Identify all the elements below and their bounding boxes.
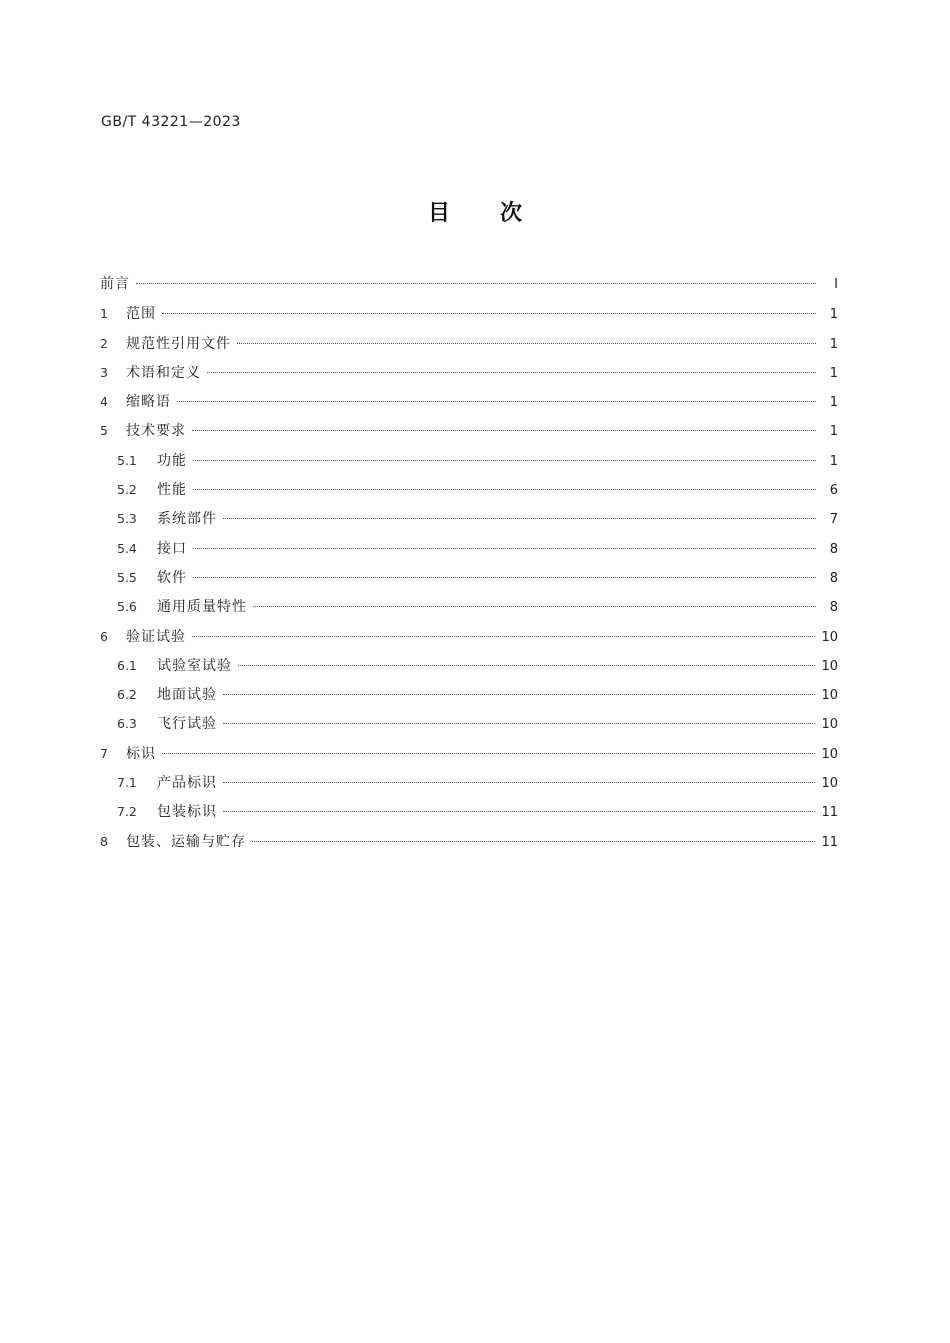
dot-leader [253, 606, 816, 607]
toc-entry-number: 7 [100, 745, 108, 761]
toc-entry-page: 6 [829, 483, 838, 499]
dot-leader [223, 811, 815, 812]
toc-entry[interactable] [100, 563, 838, 592]
dot-leader [193, 577, 816, 578]
toc-entry-title: 功能 [157, 452, 187, 469]
dot-leader [162, 313, 816, 314]
toc-entry-number: 1 [100, 306, 108, 322]
toc-entry[interactable] [100, 651, 838, 680]
dot-leader [223, 723, 815, 724]
toc-entry-title: 系统部件 [157, 511, 217, 528]
toc-entry-page: 1 [829, 424, 838, 440]
toc-entry[interactable] [100, 768, 838, 797]
page-title: 目次 [427, 201, 572, 226]
toc-entry-page: 1 [829, 395, 838, 411]
toc-entry-page: 10 [821, 776, 838, 792]
toc-entry-page: 10 [821, 658, 838, 674]
toc-entry-number: 6.1 [117, 657, 137, 673]
toc-entry-page: 8 [829, 600, 838, 616]
toc-entry-number: 6 [100, 628, 108, 644]
toc-entry[interactable] [100, 387, 838, 416]
dot-leader [223, 694, 815, 695]
toc-entry-number: 5.4 [117, 540, 137, 556]
toc-entry[interactable] [100, 299, 838, 328]
toc-entry[interactable] [100, 592, 838, 621]
toc-entry[interactable] [100, 416, 838, 445]
toc-entry[interactable] [100, 827, 838, 856]
dot-leader [192, 636, 815, 637]
dot-leader [177, 401, 816, 402]
dot-leader [193, 548, 816, 549]
toc-entry-number: 5.1 [117, 452, 137, 468]
standard-number: GB/T 43221—2023 [101, 114, 241, 130]
toc-entry-number: 5.6 [117, 599, 137, 615]
toc-entry-page: 11 [821, 805, 838, 821]
toc-entry-page: 8 [829, 541, 838, 557]
toc-entry-title: 地面试验 [157, 687, 217, 704]
toc-entry-title: 包装、运输与贮存 [126, 833, 246, 850]
toc-entry-page: 1 [829, 453, 838, 469]
dot-leader [238, 665, 815, 666]
toc-entry-title: 包装标识 [157, 804, 217, 821]
toc-entry-title: 飞行试验 [157, 716, 217, 733]
dot-leader [193, 489, 816, 490]
toc-entry-page: 1 [829, 365, 838, 381]
toc-entry-title: 技术要求 [126, 423, 186, 440]
toc-entry-page: 10 [821, 688, 838, 704]
toc-entry[interactable] [100, 270, 838, 299]
dot-leader [207, 372, 816, 373]
toc-entry-page: Ⅰ [834, 277, 838, 292]
dot-leader [252, 841, 815, 842]
toc-entry[interactable] [100, 358, 838, 387]
toc-entry-title: 规范性引用文件 [126, 335, 231, 352]
toc-entry-title: 产品标识 [157, 775, 217, 792]
toc-entry-page: 11 [821, 834, 838, 850]
toc-entry-number: 6.3 [117, 716, 137, 732]
toc-entry-title: 标识 [126, 745, 156, 762]
toc-entry-number: 5.3 [117, 511, 137, 527]
toc-entry[interactable] [100, 797, 838, 826]
toc-entry-title: 术语和定义 [126, 364, 201, 381]
toc-entry-number: 8 [100, 833, 108, 849]
toc-entry-title: 缩略语 [126, 394, 171, 411]
dot-leader [237, 343, 816, 344]
toc-entry[interactable] [100, 709, 838, 738]
toc-entry[interactable] [100, 475, 838, 504]
toc-entry[interactable] [100, 739, 838, 768]
toc-entry[interactable] [100, 534, 838, 563]
toc-entry-number: 5.5 [117, 569, 137, 585]
dot-leader [223, 782, 815, 783]
toc-entry-title: 接口 [157, 540, 187, 557]
dot-leader [223, 518, 816, 519]
toc-entry[interactable] [100, 504, 838, 533]
dot-leader [162, 753, 815, 754]
toc-entry-title: 性能 [157, 482, 187, 499]
toc-entry-title: 通用质量特性 [157, 599, 247, 616]
toc-entry-page: 8 [829, 570, 838, 586]
toc-entry-title: 前言 [100, 276, 130, 292]
toc-entry-number: 7.2 [117, 804, 137, 820]
toc-entry-number: 5 [100, 423, 108, 439]
toc-entry-page: 10 [821, 717, 838, 733]
toc-entry-number: 4 [100, 394, 108, 410]
toc-entry-title: 验证试验 [126, 628, 186, 645]
dot-leader [193, 460, 816, 461]
toc-entry-page: 10 [821, 629, 838, 645]
toc-entry[interactable] [100, 680, 838, 709]
toc-entry-title: 范围 [126, 306, 156, 323]
toc-entry-page: 7 [829, 512, 838, 528]
toc-entry-title: 试验室试验 [157, 657, 232, 674]
toc-entry-number: 7.1 [117, 775, 137, 791]
toc-entry-page: 1 [829, 336, 838, 352]
toc-entry-number: 6.2 [117, 687, 137, 703]
toc-entry-number: 2 [100, 335, 108, 351]
toc-entry[interactable] [100, 329, 838, 358]
dot-leader [136, 283, 816, 284]
table-of-contents [100, 270, 838, 856]
toc-entry-page: 1 [829, 307, 838, 323]
dot-leader [192, 430, 816, 431]
toc-entry[interactable] [100, 446, 838, 475]
toc-entry-number: 5.2 [117, 482, 137, 498]
toc-entry-title: 软件 [157, 569, 187, 586]
toc-entry-number: 3 [100, 364, 108, 380]
toc-entry-page: 10 [821, 746, 838, 762]
toc-entry[interactable] [100, 622, 838, 651]
